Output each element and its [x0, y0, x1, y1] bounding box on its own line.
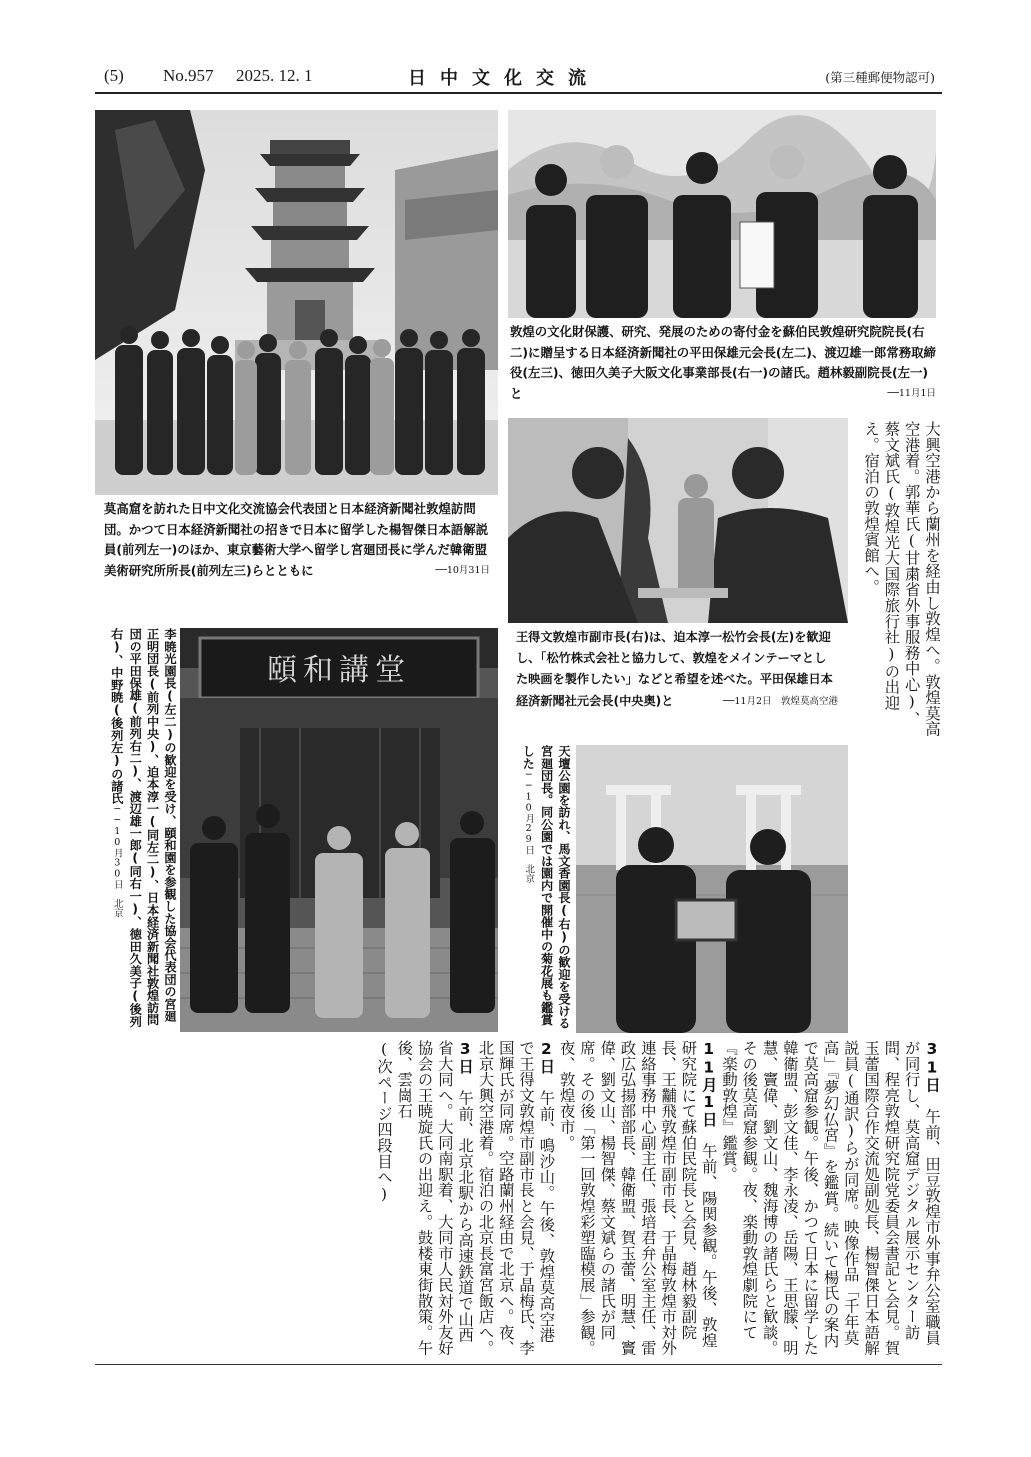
- plaque-text: 頤和講堂: [267, 653, 411, 688]
- postal-permit: (第三種郵便物認可): [825, 70, 935, 85]
- caption-mogao-credit: ──10月31日: [435, 564, 490, 576]
- caption-donation: [510, 322, 936, 404]
- body-main: [95, 1040, 942, 1358]
- label-31: 31日: [923, 1040, 941, 1093]
- footer-rule: [95, 1364, 942, 1365]
- label-nov3: 3日: [456, 1040, 475, 1075]
- text-31: 午前、田豆敦煌市外事弁公室職員が同行し、莫高窟デジタル展示センター訪問、程亮敦煌研究院党委員会書記と会見。賀玉蕾国際合作交流処副処長、楊智傑日本語解説員(通訳)らが同席。映像作品「千年莫高」『夢幻仏宮』を鑑賞。続いて楊氏の案内で莫高窟参観。午後、かつて日本に留学した韓衛盟、彭文佳、李永凌、岳陽、王思朦、明慧、竇偉、劉文山、魏海博の諸氏らと歓談。その後莫高窟参観。夜、楽動敦煌劇院にて『楽動敦煌』鑑賞。: [720, 1040, 941, 1356]
- caption-airport-credit: ──11月2日 敦煌莫高空港: [722, 695, 838, 707]
- issue-number: No.957: [163, 66, 214, 85]
- caption-tiantan-text: 天壇公園を訪れ、馬文香園長(右)の歓迎を受ける宮廻団長。同公園では園内で開催中の菊花展も鑑賞した: [521, 745, 571, 1030]
- caption-yiheyuan: [90, 628, 178, 1028]
- text-nov2: 午前、鳴沙山。午後、敦煌莫高空港で王得文敦煌市副市長と会見、于晶梅氏、李国輝氏が同席。空路蘭州経由で北京へ。夜、北京大興空港着。宿泊の北京長富宮飯店へ。: [476, 1040, 556, 1356]
- caption-airport: [516, 627, 838, 712]
- caption-yiheyuan-text: 李暁光園長(左二)の歓迎を受け、頤和園を参観した協会代表団の宮廻正明団長(前列中央)、迫本淳一(同左二)、日本経済新聞社敦煌訪問団の平田保雄(前列右二)、渡辺雄一郎(同右一)、徳田久美子(後列右)、中野暁(後列左)の諸氏: [109, 628, 177, 1028]
- photo-mogao-group: [95, 110, 498, 495]
- caption-tiantan-credit: ──10月29日 北京: [523, 769, 535, 883]
- newspaper-title: 日中文化交流: [408, 68, 600, 89]
- caption-mogao-text: 莫高窟を訪れた日中文化交流協会代表団と日本経済新聞社敦煌訪問団。かつて日本経済新聞社の招きで日本に留学した楊智傑日本語解説員(前列左一)のほか、東京藝術大学へ留学し宮廻団長に学んだ韓衛盟美術研究所所長(前列左三)らとともに: [104, 501, 489, 578]
- label-nov1: 11月1日: [699, 1040, 718, 1128]
- body-intro: 大興空港から蘭州を経由し敦煌へ。敦煌莫高空港着。郭華氏(甘粛省外事服務中心)、蔡文斌氏(敦煌光大国際旅行社)の出迎え。宿泊の敦煌賓館へ。: [862, 421, 941, 737]
- caption-donation-text: 敦煌の文化財保護、研究、発展のための寄付金を蘇伯民敦煌研究院院長(右二)に贈呈する日本経済新聞社の平田保雄元会長(左二)、渡辺雄一郎常務取締役(左三)、徳田久美子大阪文化事業部長(右一)の諸氏。趙林毅副院長(左一)と: [510, 324, 936, 401]
- label-nov2: 2日: [537, 1040, 556, 1075]
- continued-note: (次ページ四段目へ): [374, 1040, 393, 1204]
- caption-mogao: [104, 499, 490, 581]
- body-day31-start: [857, 742, 942, 1034]
- caption-airport-text: 王得文敦煌市副市長(右)は、迫本淳一松竹会長(左)を歓迎し、「松竹株式会社と協力して、敦煌をメインテーマとした映画を製作したい」などと希望を述べた。平田保雄日本経済新聞社元会長(中央奥)と: [516, 630, 833, 708]
- photo-tiantan: [576, 745, 848, 1033]
- header-rule: [95, 92, 942, 94]
- caption-yiheyuan-credit: ──10月30日 北京: [111, 804, 123, 918]
- issue-date: 2025. 12. 1: [236, 66, 313, 85]
- caption-donation-credit: ──11月1日: [887, 387, 936, 399]
- text-nov3: 午前、北京北駅から高速鉄道で山西省大同へ。大同南駅着、大同市人民対外友好協会の王暁旋氏の出迎え。鼓楼東街散策。午後、雲崗石: [395, 1040, 475, 1356]
- photo-yiheyuan: [180, 628, 498, 1032]
- body-upper-column: [863, 421, 942, 737]
- text-nov1: 午前、陽関参観。午後、敦煌研究院にて蘇伯民院長と会見、趙林毅副院長、王黼飛敦煌市副市長、于晶梅敦煌市対外連絡事務中心副主任、張培君弁公室主任、雷政広弘揚部部長、韓衛盟、賀玉蕾、明慧、竇偉、劉文山、楊智傑、蔡文斌らの諸氏が同席。その後「第一回敦煌彩塑臨模展」参観。夜、敦煌夜市。: [557, 1040, 718, 1356]
- caption-tiantan: [512, 745, 572, 1031]
- photo-donation: [508, 110, 936, 318]
- photo-airport: [508, 418, 848, 623]
- page-number: (5): [104, 66, 124, 85]
